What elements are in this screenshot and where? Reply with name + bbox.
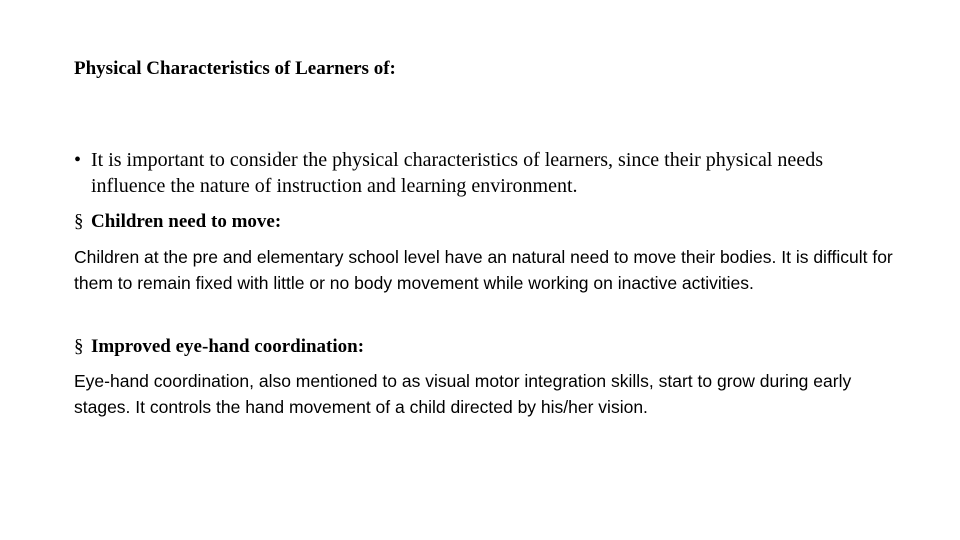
section-heading-eye-hand-coordination (74, 335, 364, 359)
section-heading-text: Improved eye-hand coordination: (91, 336, 365, 357)
section-marker: § (74, 336, 84, 357)
intro-bullet (74, 147, 864, 199)
bullet-marker: • (74, 149, 82, 171)
section-marker: § (74, 211, 84, 232)
section-body-children-need-to-move: Children at the pre and elementary school level have an natural need to move their bodies. It is difficult for them to remain fixed with little or no body movement while working on inactive activities. (74, 247, 893, 293)
section-heading-text: Children need to move: (91, 211, 282, 232)
intro-bullet-text: It is important to consider the physical characteristics of learners, since their physical needs influence the nature of instruction and learning environment. (91, 149, 823, 197)
section-body-eye-hand-coordination: Eye-hand coordination, also mentioned to as visual motor integration skills, start to grow during early stages. It controls the hand movement of a child directed by his/her vision. (74, 371, 852, 417)
slide-title: Physical Characteristics of Learners of: (74, 58, 396, 79)
section-heading-children-need-to-move (74, 210, 281, 234)
